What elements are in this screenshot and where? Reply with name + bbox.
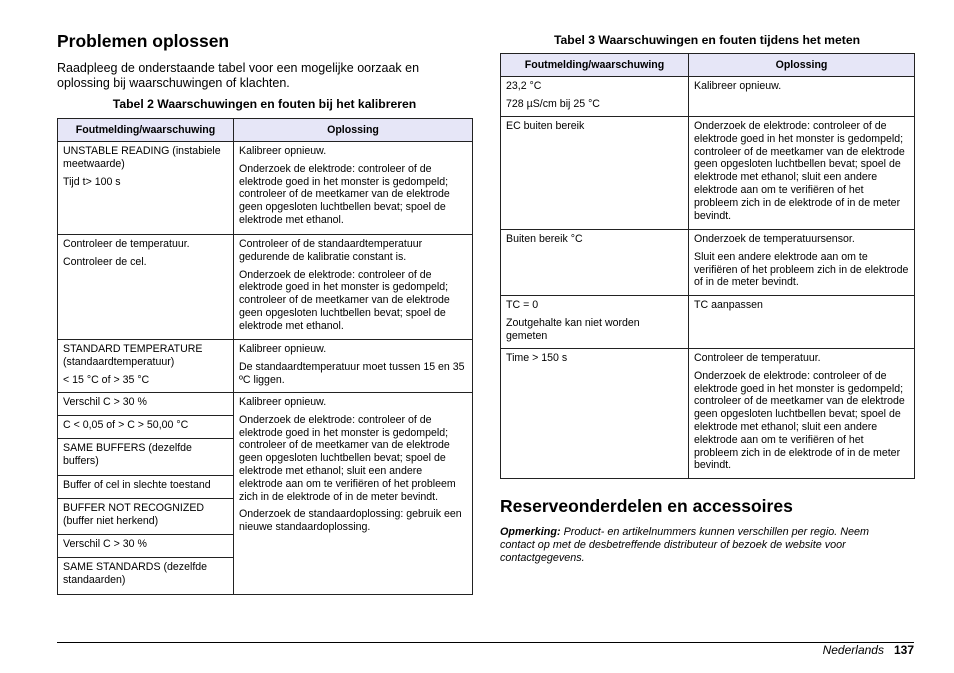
footer-divider: [57, 642, 914, 643]
error-cell: [501, 296, 689, 349]
error-cell: BUFFER NOT RECOGNIZED (buffer niet herkend): [58, 499, 234, 535]
solution-cell: [234, 142, 473, 235]
header-error: Foutmelding/waarschuwing: [501, 54, 689, 77]
solution-text: Onderzoek de elektrode: controleer of de elektrode goed in het monster is gedompeld; controleer of de meetkamer van de elektrode geen opgesloten luchtbellen bevat; spoel de elektrode met ethanol; sluit een andere elektrode aan om te verifiëren of het probleem zich in de elektrode of in de meter bevindt.: [694, 120, 905, 222]
error-text: Zoutgehalte kan niet worden gemeten: [506, 316, 640, 342]
solution-text: Kalibreer opnieuw.: [239, 145, 327, 157]
error-text: Time > 150 s: [506, 352, 568, 364]
intro-paragraph: Raadpleeg de onderstaande tabel voor een mogelijke oorzaak en oplossing bij waarschuwingen of klachten.: [57, 61, 420, 90]
solution-text: Kalibreer opnieuw.: [694, 80, 782, 92]
note-paragraph: [500, 526, 900, 565]
solution-cell: [689, 349, 915, 479]
table-row: [501, 230, 915, 296]
error-text: EC buiten bereik: [506, 120, 585, 132]
table-row: [501, 349, 915, 479]
error-text: Buiten bereik °C: [506, 233, 583, 245]
table-3: [500, 53, 915, 479]
solution-cell: [689, 230, 915, 296]
table-2: [57, 118, 473, 595]
error-cell: SAME BUFFERS (dezelfde buffers): [58, 439, 234, 476]
solution-text: Kalibreer opnieuw.: [239, 396, 327, 408]
solution-text: De standaardtemperatuur moet tussen 15 en 35 ºC liggen.: [239, 360, 465, 386]
error-cell: C < 0,05 of > C > 50,00 °C: [58, 416, 234, 439]
error-text: Controleer de temperatuur.: [63, 238, 190, 250]
section-heading-spare-parts: Reserveonderdelen en accessoires: [500, 496, 793, 516]
page-footer: [823, 643, 914, 657]
error-text: Controleer de cel.: [63, 255, 147, 268]
solution-cell: [234, 393, 473, 595]
error-text: UNSTABLE READING (instabiele meetwaarde): [63, 145, 221, 170]
solution-text: Kalibreer opnieuw.: [239, 343, 327, 355]
error-cell: Verschil C > 30 %: [58, 535, 234, 558]
table-row: [58, 340, 473, 393]
solution-text: Sluit een andere elektrode aan om te verifiëren of het probleem zich in de elektrode of in de meter bevindt.: [694, 250, 909, 289]
solution-text: Onderzoek de elektrode: controleer of de elektrode goed in het monster is gedompeld; controleer of de meetkamer van de elektrode geen opgesloten luchtbellen bevat; spoel de elektrode met ethanol; sluit een andere elektrode aan om te verifiëren of het probleem zich in de elektrode of in de meter bevindt.: [239, 413, 456, 503]
table-row: [58, 235, 473, 340]
error-text: STANDARD TEMPERATURE (standaardtemperatuur): [63, 343, 203, 368]
table-row: [501, 117, 915, 230]
solution-text: Onderzoek de elektrode: controleer of de elektrode goed in het monster is gedompeld; controleer of de meetkamer van de elektrode geen opgesloten luchtbellen bevat; spoel de elektrode met ethanol; sluit een andere elektrode aan om te verifiëren of het probleem zich in de elektrode of in de meter bevindt.: [694, 369, 905, 472]
section-heading-troubleshooting: Problemen oplossen: [57, 31, 230, 51]
solution-text: TC aanpassen: [694, 299, 763, 311]
header-error: Foutmelding/waarschuwing: [58, 119, 234, 142]
error-cell: [58, 235, 234, 340]
error-text: TC = 0: [506, 299, 539, 311]
error-text: < 15 °C of > 35 °C: [63, 373, 150, 386]
table-2-caption: Tabel 2 Waarschuwingen en fouten bij het kalibreren: [112, 97, 417, 111]
error-cell: [501, 77, 689, 117]
table-header-row: [501, 54, 915, 77]
table-3-caption: Tabel 3 Waarschuwingen en fouten tijdens het meten: [553, 33, 861, 47]
note-text: Product- en artikelnummers kunnen verschillen per regio. Neem contact op met de desbetreffende distributeur of bezoek de website voor contactgegevens.: [500, 526, 870, 564]
solution-text: Onderzoek de temperatuursensor.: [694, 233, 855, 245]
solution-cell: [689, 77, 915, 117]
solution-cell: [689, 296, 915, 349]
table-header-row: [58, 119, 473, 142]
solution-text: Onderzoek de elektrode: controleer of de elektrode goed in het monster is gedompeld; controleer of de meetkamer van de elektrode geen opgesloten luchtbellen bevat; spoel de elektrode met ethanol.: [239, 268, 450, 332]
solution-cell: [234, 235, 473, 340]
error-text: 23,2 °C: [506, 80, 542, 92]
table-row: [58, 393, 473, 416]
table-row: [501, 296, 915, 349]
error-cell: SAME STANDARDS (dezelfde standaarden): [58, 558, 234, 595]
header-solution: Oplossing: [234, 119, 473, 142]
header-solution: Oplossing: [689, 54, 915, 77]
page-number: 137: [893, 643, 914, 657]
error-text: Tijd t> 100 s: [63, 175, 121, 188]
solution-text: Controleer de temperatuur.: [694, 352, 821, 364]
error-cell: [58, 142, 234, 235]
solution-text: Onderzoek de standaardoplossing: gebruik een nieuwe standaardoplossing.: [239, 508, 462, 534]
solution-text: Controleer of de standaardtemperatuur gedurende de kalibratie constant is.: [239, 238, 423, 263]
solution-cell: [234, 340, 473, 393]
note-label: Opmerking:: [500, 526, 561, 538]
table-row: [58, 142, 473, 235]
solution-text: Onderzoek de elektrode: controleer of de elektrode goed in het monster is gedompeld; controleer of de meetkamer van de elektrode geen opgesloten luchtbellen bevat; spoel de elektrode met ethanol.: [239, 162, 450, 226]
error-cell: [501, 349, 689, 479]
error-cell: [501, 230, 689, 296]
error-cell: Verschil C > 30 %: [58, 393, 234, 416]
error-text: 728 µS/cm bij 25 °C: [506, 97, 600, 110]
error-cell: [501, 117, 689, 230]
table-row: [501, 77, 915, 117]
footer-language: Nederlands: [822, 643, 884, 657]
error-cell: Buffer of cel in slechte toestand: [58, 476, 234, 499]
error-cell: [58, 340, 234, 393]
solution-cell: [689, 117, 915, 230]
